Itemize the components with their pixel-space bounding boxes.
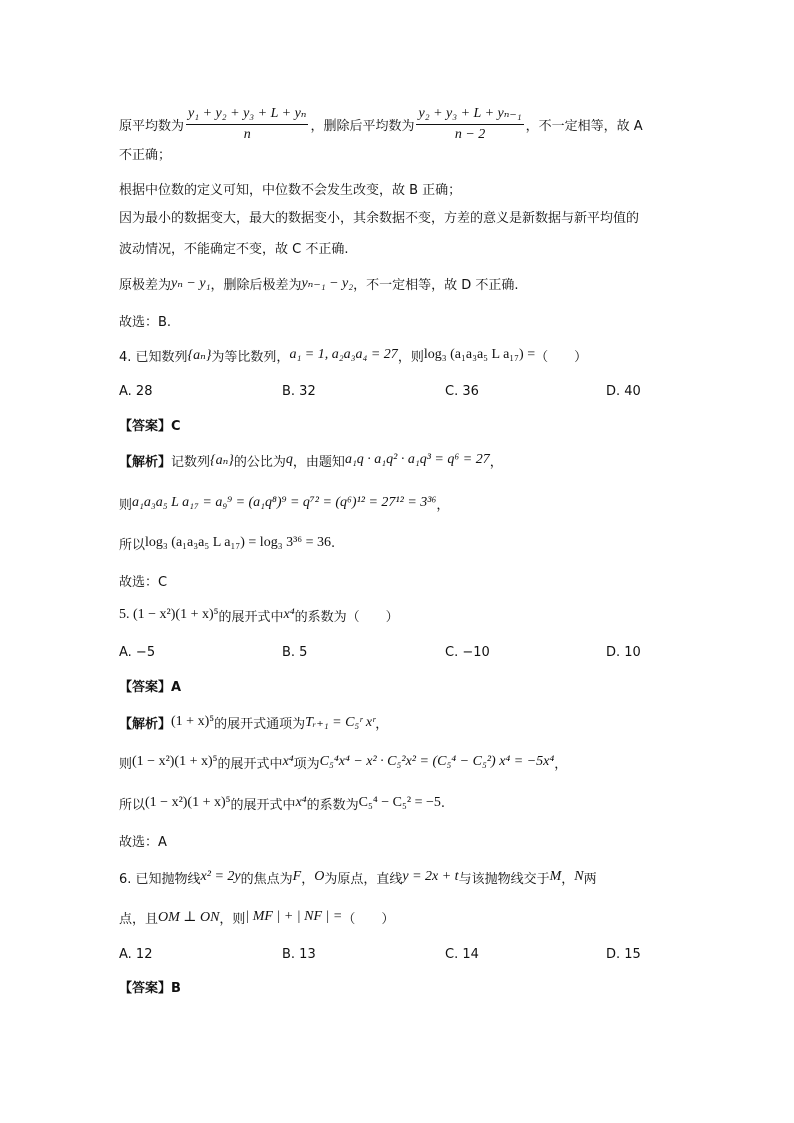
text-line bbox=[119, 203, 639, 229]
math-expression: x⁴ bbox=[283, 607, 295, 622]
solution-5-line-1 bbox=[119, 709, 388, 735]
text: 故选：B. bbox=[119, 314, 172, 330]
math-expression: F bbox=[292, 869, 302, 884]
text: ， bbox=[554, 756, 568, 772]
math-expression: OM ⊥ ON bbox=[158, 909, 220, 925]
fraction-numerator: y₂ + y₃ + L + yₙ₋₁ bbox=[416, 105, 523, 125]
option-b: B. 5 bbox=[282, 644, 308, 660]
text-line bbox=[119, 175, 461, 201]
option-b: B. 32 bbox=[282, 383, 316, 399]
text: 点，且 bbox=[119, 911, 159, 927]
text: 波动情况，不能确定不变，故 C 不正确. bbox=[119, 241, 349, 257]
text: 的展开式中 bbox=[218, 609, 284, 625]
fraction-numerator: y₁ + y₂ + y₃ + L + yₙ bbox=[186, 105, 308, 125]
text: . bbox=[440, 795, 446, 811]
text: . bbox=[331, 535, 336, 551]
answer-label: 【答案】C bbox=[119, 418, 181, 434]
option-a: A. −5 bbox=[119, 644, 156, 660]
text: ，由题知 bbox=[292, 454, 345, 470]
answer-5 bbox=[119, 672, 181, 698]
text: （ ） bbox=[535, 349, 588, 365]
text: ，删除后平均数为 bbox=[310, 118, 415, 134]
text: 的焦点为 bbox=[240, 871, 293, 887]
text: 所以 bbox=[119, 797, 146, 813]
fraction-denominator: n bbox=[243, 126, 251, 142]
math-expression: M bbox=[549, 869, 562, 884]
text: 记数列 bbox=[171, 454, 211, 470]
text: 不正确； bbox=[119, 147, 172, 163]
text: 的展开式通项为 bbox=[214, 716, 306, 732]
text: 两 bbox=[583, 871, 597, 887]
text: ， bbox=[489, 454, 503, 470]
text: 的展开式中 bbox=[217, 756, 283, 772]
text: 故选：A bbox=[119, 834, 167, 850]
text: ，不一定相等，故 A bbox=[525, 118, 643, 134]
answer-4 bbox=[119, 411, 181, 437]
solution-5-line-2 bbox=[119, 749, 567, 775]
text: ， bbox=[375, 716, 389, 732]
math-expression: (1 − x²)(1 + x)⁵ bbox=[132, 754, 218, 769]
text-line-mean bbox=[119, 104, 643, 144]
math-expression: (1 + x)⁵ bbox=[171, 714, 215, 729]
math-expression: x⁴ bbox=[282, 754, 294, 769]
option-a: A. 28 bbox=[119, 383, 153, 399]
text: ，则 bbox=[397, 349, 424, 365]
math-expression: log₃ (a₁a₃a₅ L a₁₇) = bbox=[423, 347, 536, 362]
text: 4. 已知数列 bbox=[119, 349, 188, 365]
math-expression: x⁴ bbox=[295, 795, 307, 810]
answer-label: 【答案】B bbox=[119, 980, 181, 996]
text-line bbox=[119, 567, 167, 593]
math-expression: q bbox=[285, 452, 293, 467]
math-expression: {aₙ} bbox=[187, 347, 212, 363]
text: ，则 bbox=[219, 911, 246, 927]
fraction-new-mean bbox=[416, 105, 523, 144]
option-c: C. 14 bbox=[445, 946, 479, 962]
text: 原极差为 bbox=[119, 277, 172, 293]
text: ， bbox=[301, 871, 315, 887]
text: 的系数为 bbox=[306, 797, 359, 813]
question-5 bbox=[119, 602, 399, 628]
solution-label: 【解析】 bbox=[119, 454, 172, 470]
fraction-denominator: n − 2 bbox=[454, 126, 486, 142]
text: 因为最小的数据变大，最大的数据变小，其余数据不变，方差的意义是新数据与新平均值的 bbox=[119, 210, 640, 226]
math-expression: N bbox=[574, 869, 584, 884]
math-expression: a₁ = 1, a₂a₃a₄ = 27 bbox=[289, 347, 398, 362]
math-expression: yₙ₋₁ − y₂ bbox=[301, 275, 354, 291]
text: 根据中位数的定义可知，中位数不会发生改变，故 B 正确； bbox=[119, 182, 462, 198]
text-line bbox=[119, 234, 348, 260]
fraction-original-mean bbox=[186, 105, 308, 144]
text: 的系数为（ ） bbox=[294, 609, 399, 625]
option-d: D. 40 bbox=[606, 383, 641, 399]
option-d: D. 10 bbox=[606, 644, 641, 660]
text-line bbox=[119, 140, 171, 166]
text: 原平均数为 bbox=[119, 118, 185, 134]
math-expression: log₃ (a₁a₃a₅ L a₁₇) = log₃ 3³⁶ = 36 bbox=[145, 535, 332, 550]
text: 与该抛物线交于 bbox=[458, 871, 550, 887]
math-expression: a₁a₃a₅ L a₁₇ = a₉⁹ = (a₁q⁸)⁹ = q⁷² = (q⁶)¹² = 27¹² = 3³⁶ bbox=[132, 495, 437, 510]
math-expression: {aₙ} bbox=[210, 452, 234, 468]
text-line bbox=[119, 827, 167, 853]
question-4 bbox=[119, 342, 587, 368]
text: 为原点，直线 bbox=[324, 871, 403, 887]
solution-5-line-3 bbox=[119, 790, 445, 816]
text: （ ） bbox=[342, 911, 395, 927]
text: 项为 bbox=[293, 756, 320, 772]
solution-label: 【解析】 bbox=[119, 716, 172, 732]
question-6-line-1 bbox=[119, 864, 597, 890]
solution-4-line-1 bbox=[119, 447, 503, 473]
text: 为等比数列， bbox=[211, 349, 290, 365]
text: 所以 bbox=[119, 537, 146, 553]
text: 则 bbox=[119, 756, 133, 772]
question-6-line-2 bbox=[119, 904, 394, 930]
option-c: C. −10 bbox=[445, 644, 490, 660]
text: 故选：C bbox=[119, 574, 168, 590]
option-c: C. 36 bbox=[445, 383, 479, 399]
text: 的展开式中 bbox=[230, 797, 296, 813]
answer-label: 【答案】A bbox=[119, 679, 182, 695]
text: 6. 已知抛物线 bbox=[119, 871, 201, 887]
math-expression: a₁q · a₁q² · a₁q³ = q⁶ = 27 bbox=[344, 452, 490, 467]
math-expression: y = 2x + t bbox=[402, 869, 459, 884]
option-d: D. 15 bbox=[606, 946, 641, 962]
answer-6 bbox=[119, 973, 181, 999]
text: ，删除后极差为 bbox=[210, 277, 302, 293]
math-expression: 5. (1 − x²)(1 + x)⁵ bbox=[119, 607, 219, 622]
option-b: B. 13 bbox=[282, 946, 316, 962]
math-expression: C₅⁴ − C₅² = −5 bbox=[358, 795, 441, 810]
math-expression: | MF | + | NF | = bbox=[245, 909, 343, 924]
math-expression: yₙ − y₁ bbox=[171, 275, 211, 291]
solution-4-line-2 bbox=[119, 490, 449, 516]
math-expression: (1 − x²)(1 + x)⁵ bbox=[145, 795, 231, 810]
text-line-range bbox=[119, 270, 519, 296]
option-a: A. 12 bbox=[119, 946, 153, 962]
math-expression: C₅⁴x⁴ − x² · C₅²x² = (C₅⁴ − C₅²) x⁴ = −5x⁴ bbox=[319, 754, 555, 769]
text: ，不一定相等，故 D 不正确. bbox=[353, 277, 519, 293]
text: ， bbox=[561, 871, 575, 887]
solution-4-line-3 bbox=[119, 530, 335, 556]
math-expression: O bbox=[314, 869, 325, 884]
math-expression: Tᵣ₊₁ = C₅ʳ xʳ bbox=[305, 714, 376, 730]
math-expression: x² = 2y bbox=[200, 869, 241, 884]
text-line bbox=[119, 307, 171, 333]
text: 则 bbox=[119, 497, 133, 513]
text: ， bbox=[436, 497, 450, 513]
text: 的公比为 bbox=[233, 454, 286, 470]
